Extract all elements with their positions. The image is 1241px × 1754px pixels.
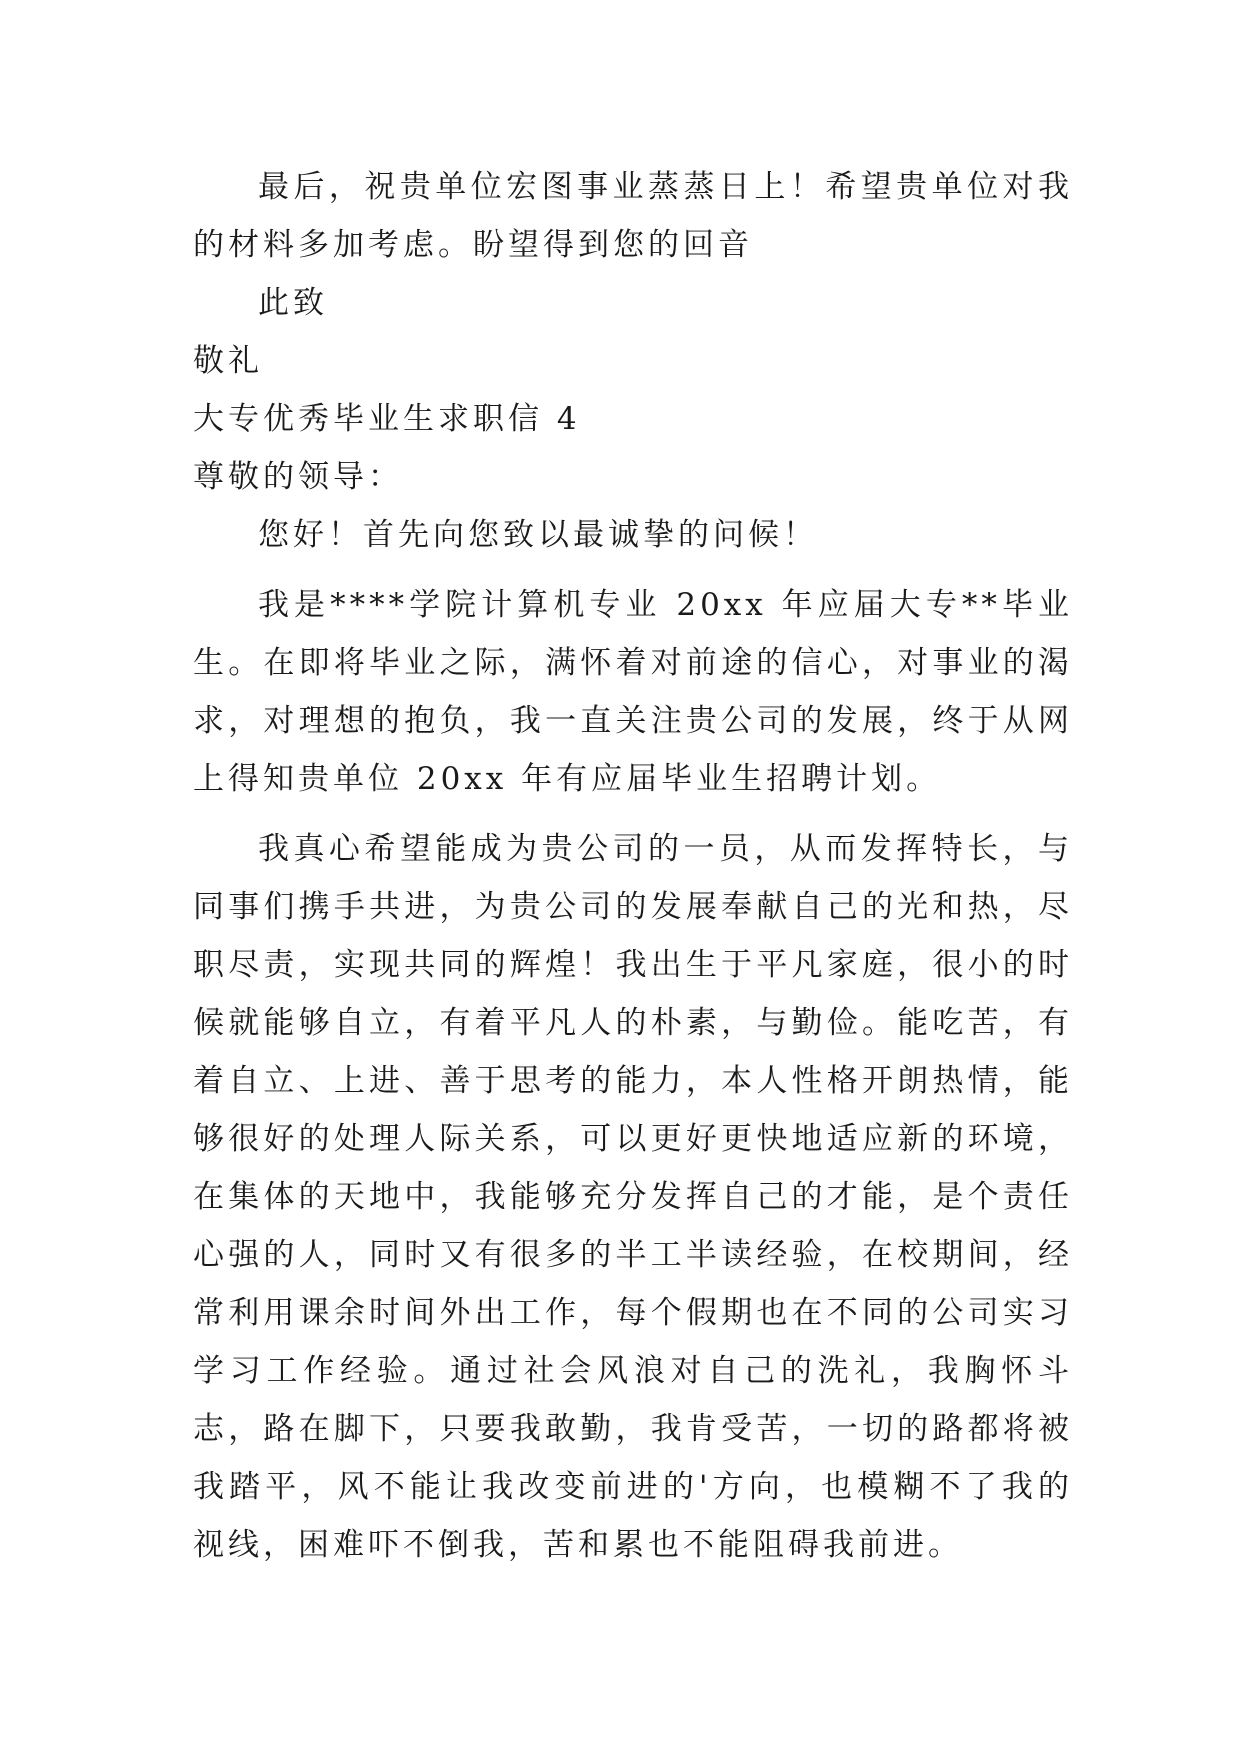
section-title: 大专优秀毕业生求职信 4 [193, 401, 581, 437]
letter-body [193, 158, 1073, 1574]
recipient-greeting: 尊敬的领导： [193, 459, 403, 495]
salutation-jingli: 敬礼 [193, 343, 263, 379]
salutation-cizhi: 此致 [258, 285, 328, 321]
opening-greeting-paragraph: 您好！首先向您致以最诚挚的问候！ [258, 517, 818, 553]
intro-paragraph: 我是****学院计算机专业 20xx 年应届大专**毕业生。在即将毕业之际，满怀着对前途的信心，对事业的渴求，对理想的抱负，我一直关注贵公司的发展，终于从网上得知贵单位 20xx 年有应届毕业生招聘计划。 [193, 587, 1073, 797]
body-paragraph: 我真心希望能成为贵公司的一员，从而发挥特长，与同事们携手共进，为贵公司的发展奉献自己的光和热，尽职尽责，实现共同的辉煌！我出生于平凡家庭，很小的时候就能够自立，有着平凡人的朴素，与勤俭。能吃苦，有着自立、上进、善于思考的能力，本人性格开朗热情，能够很好的处理人际关系，可以更好更快地适应新的环境，在集体的天地中，我能够充分发挥自己的才能，是个责任心强的人，同时又有很多的半工半读经验，在校期间，经常利用课余时间外出工作，每个假期也在不同的公司实习学习工作经验。通过社会风浪对自己的洗礼，我胸怀斗志，路在脚下，只要我敢勤，我肯受苦，一切的路都将被我踏平，风不能让我改变前进的'方向，也模糊不了我的视线，困难吓不倒我，苦和累也不能阻碍我前进。 [193, 831, 1073, 1563]
closing-wish-paragraph: 最后，祝贵单位宏图事业蒸蒸日上！希望贵单位对我的材料多加考虑。盼望得到您的回音 [193, 169, 1073, 263]
